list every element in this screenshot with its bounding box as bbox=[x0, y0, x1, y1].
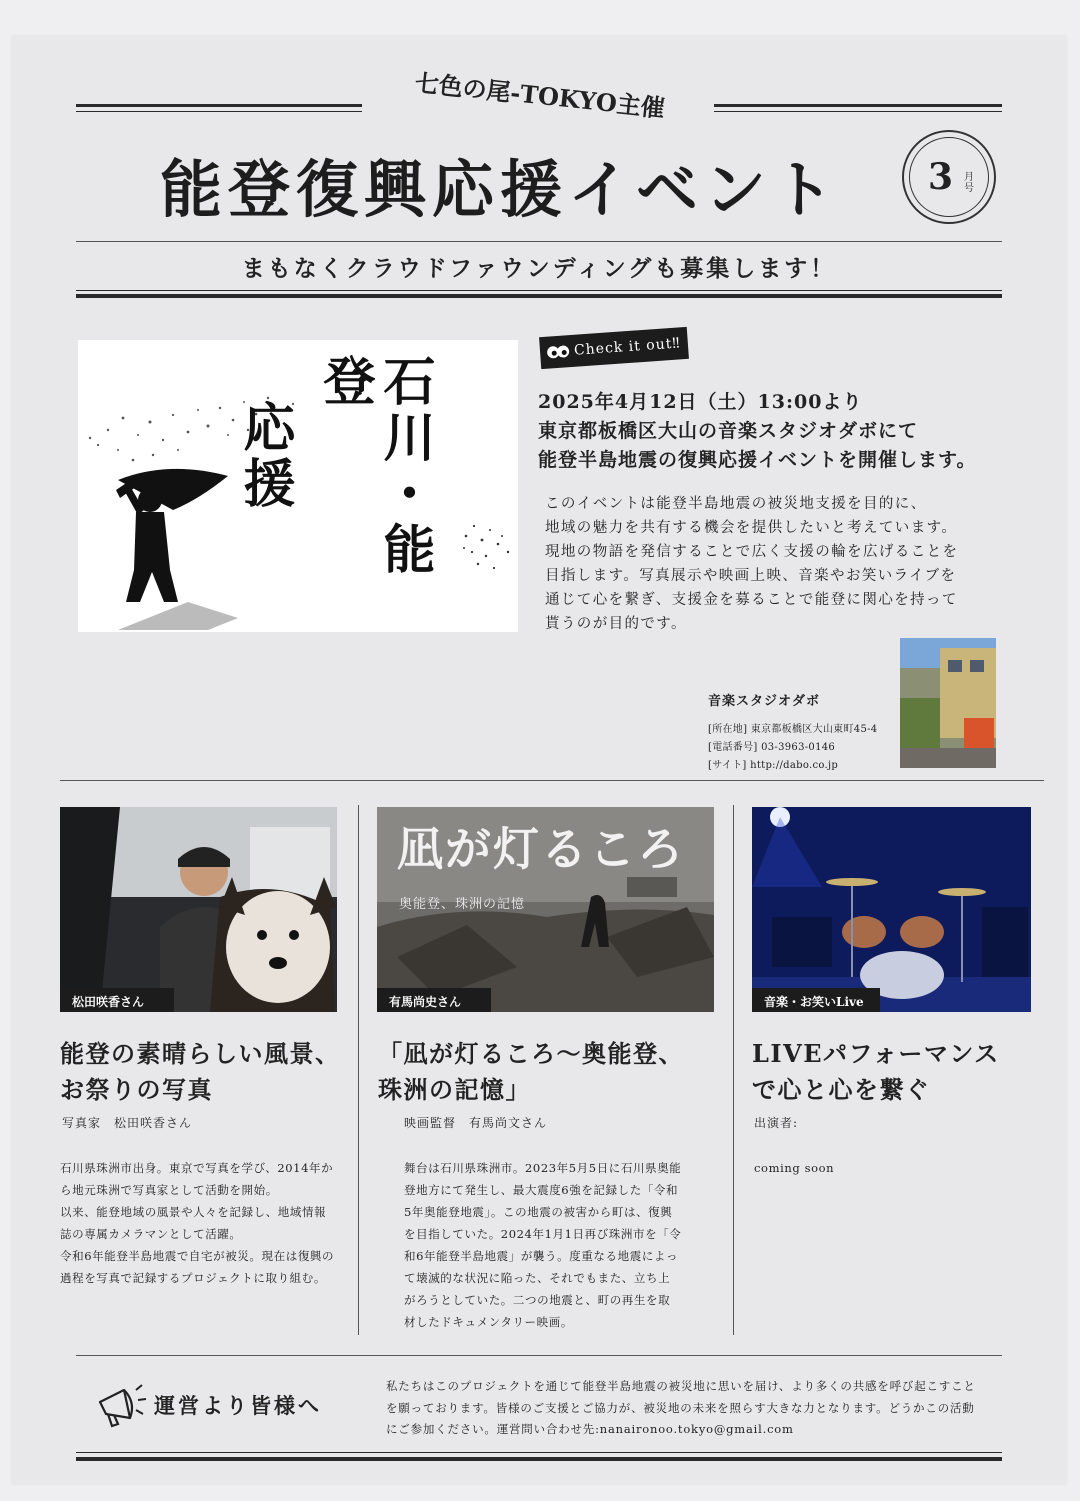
subtitle-rule-top bbox=[76, 241, 1002, 242]
studio-phone: [電話番号] 03-3963-0146 bbox=[708, 742, 836, 753]
footer-message-line: 私たちはこのプロジェクトを通じて能登半島地震の被災地に思いを届け、より多くの共感を呼び起こすこと bbox=[386, 1379, 976, 1393]
body-line: 5年奥能登地震」。この地震の被害から町は、復興 bbox=[404, 1205, 673, 1219]
footer-heading: 運営より皆様へ bbox=[154, 1393, 322, 1418]
photo-caption: 松田咲香さん bbox=[72, 995, 145, 1009]
header-rule-left-thin bbox=[76, 111, 362, 112]
column-role: 映画監督 有馬尚文さん bbox=[404, 1116, 548, 1130]
issue-badge bbox=[902, 130, 996, 224]
event-venue: 東京都板橋区大山の音楽スタジオダボにて bbox=[538, 420, 919, 442]
body-line: ら地元珠洲で写真家として活動を開始。 bbox=[60, 1183, 278, 1197]
hero-calligraphy-line1: 石川・能登 bbox=[314, 354, 435, 578]
studio-street-image bbox=[900, 638, 996, 768]
studio-name: 音楽スタジオダボ bbox=[708, 694, 821, 709]
event-description bbox=[545, 492, 1015, 636]
footer-message-line: を願っております。皆様のご支援とご協力が、被災地の未来を照らす大きな力となります。どうかこの活動 bbox=[386, 1400, 975, 1415]
description-line: 貰うのが目的です。 bbox=[545, 616, 687, 632]
issue-number: 3 bbox=[928, 156, 954, 198]
eyes-icon bbox=[546, 342, 571, 362]
body-line: 舞台は石川県珠洲市。2023年5月5日に石川県奥能 bbox=[404, 1161, 682, 1175]
description-line: 目指します。写真展示や映画上映、音楽やお笑いライブを bbox=[545, 568, 957, 584]
description-line: 通じて心を繋ぎ、支援金を募ることで能登に関心を持って bbox=[545, 592, 958, 608]
column-heading bbox=[752, 1036, 1000, 1108]
body-line: 以来、能登地域の風景や人々を記録し、地域情報 bbox=[60, 1205, 327, 1219]
footer-rule-top bbox=[76, 1355, 1002, 1356]
megaphone-icon bbox=[94, 1382, 148, 1428]
column-heading-line: お祭りの写真 bbox=[60, 1075, 213, 1104]
studio-address: [所在地] 東京都板橋区大山東町45-4 bbox=[708, 724, 878, 735]
body-line: 材したドキュメンタリー映画。 bbox=[404, 1315, 573, 1329]
photo-caption-tag bbox=[752, 988, 880, 1012]
subtitle-rule-bottom bbox=[76, 294, 1002, 298]
column-heading-line: 能登の素晴らしい風景、 bbox=[60, 1039, 341, 1068]
studio-photo bbox=[900, 638, 996, 768]
event-purpose: 能登半島地震の復興応援イベントを開催します。 bbox=[538, 449, 977, 471]
live-stage-photo bbox=[752, 807, 1031, 1012]
body-line: 過程を写真で記録するプロジェクトに取り組む。 bbox=[60, 1271, 326, 1285]
footer-rule-bottom-thin bbox=[76, 1452, 1002, 1453]
description-line: このイベントは能登半島地震の被災地支援を目的に、 bbox=[545, 496, 927, 512]
column-role: 写真家 松田咲香さん bbox=[62, 1116, 193, 1130]
calligraphy-figure-art bbox=[78, 340, 518, 632]
column-divider bbox=[733, 805, 734, 1335]
hero-illustration bbox=[78, 340, 518, 632]
organizer-label: 七色の尾-TOKYO主催 bbox=[413, 67, 667, 124]
issue-badge-inner bbox=[909, 137, 989, 217]
column-heading bbox=[60, 1036, 341, 1108]
header-rule-right-thin bbox=[714, 111, 1002, 112]
body-line: 和6年能登半島地震」が襲う。度重なる地震によっ bbox=[404, 1249, 679, 1263]
column-body bbox=[754, 1157, 1024, 1179]
film-still bbox=[377, 807, 714, 1012]
section-divider bbox=[60, 780, 1044, 781]
body-line: がろうとしていた。二つの地震と、町の再生を取 bbox=[404, 1293, 671, 1307]
subtitle: まもなくクラウドファウンディングも募集します！ bbox=[241, 255, 837, 282]
body-line: coming soon bbox=[754, 1161, 835, 1175]
column-body bbox=[404, 1157, 714, 1333]
column-divider bbox=[358, 805, 359, 1335]
issue-unit: 月号 bbox=[964, 172, 974, 194]
body-line: 石川県珠洲市出身。東京で写真を学び、2014年か bbox=[60, 1161, 334, 1175]
description-line: 地域の魅力を共有する機会を提供したいと考えています。 bbox=[545, 520, 958, 536]
footer-message bbox=[386, 1376, 996, 1441]
film-subtitle-overlay: 奥能登、珠洲の記憶 bbox=[399, 897, 526, 912]
header-rule-left bbox=[76, 104, 362, 107]
photo-caption: 音楽・お笑いLive bbox=[764, 995, 864, 1009]
column-heading-line: で心と心を繋ぐ bbox=[752, 1075, 931, 1104]
column-heading-line: LIVEパフォーマンス bbox=[752, 1039, 1000, 1068]
event-summary bbox=[538, 388, 1038, 475]
drum-kit-stage-image bbox=[752, 807, 1031, 1012]
photo-caption-tag bbox=[377, 988, 491, 1012]
subtitle-rule-bottom-thin bbox=[76, 290, 1002, 291]
photographer-with-dog-image bbox=[60, 807, 337, 1012]
body-line: を目指していた。2024年1月1日再び珠洲市を「令 bbox=[404, 1227, 682, 1241]
description-line: 現地の物語を発信することで広く支援の輪を広げることを bbox=[545, 544, 959, 560]
film-title-overlay: 凪が灯るころ bbox=[397, 822, 685, 876]
body-line: 誌の専属カメラマンとして活躍。 bbox=[60, 1227, 242, 1241]
column-heading bbox=[378, 1036, 684, 1108]
photo-caption-tag bbox=[60, 988, 174, 1012]
body-line: 登地方にて発生し、最大震度6強を記録した「令和 bbox=[404, 1183, 679, 1197]
badge-label: Check it out‼ bbox=[573, 335, 682, 359]
column-role: 出演者: bbox=[754, 1116, 799, 1130]
footer-message-line: にご参加ください。運営問い合わせ先:nanaironoo.tokyo@gmail.com bbox=[386, 1422, 794, 1436]
hero-calligraphy-line2: 応援 bbox=[234, 400, 295, 512]
column-body bbox=[60, 1157, 340, 1289]
page-title: 能登復興応援イベント bbox=[159, 153, 840, 226]
column-heading-line: 「凪が灯るころ〜奥能登、 bbox=[378, 1039, 684, 1068]
footer-rule-bottom bbox=[76, 1457, 1002, 1461]
column-heading-line: 珠洲の記憶」 bbox=[378, 1075, 531, 1104]
studio-site: [サイト] http://dabo.co.jp bbox=[708, 760, 839, 771]
header-rule-right bbox=[714, 104, 1002, 107]
event-date: 2025年4月12日（土）13:00より bbox=[538, 391, 863, 413]
body-line: て壊滅的な状況に陥った、それでもまた、立ち上 bbox=[404, 1271, 671, 1285]
photographer-photo bbox=[60, 807, 337, 1012]
body-line: 令和6年能登半島地震で自宅が被災。現在は復興の bbox=[60, 1249, 335, 1263]
photo-caption: 有馬尚史さん bbox=[389, 995, 462, 1009]
